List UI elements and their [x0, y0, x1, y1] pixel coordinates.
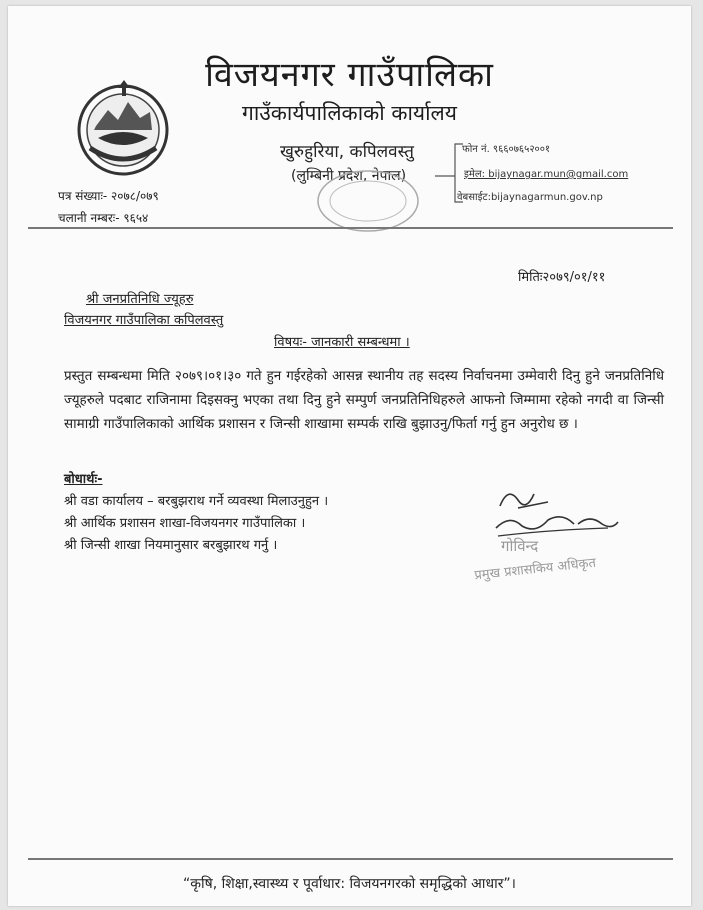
cc-title: बोधार्थः-	[64, 472, 103, 487]
address-line-1: खुरुहुरिया, कपिलवस्तु	[280, 142, 414, 162]
phone-number: फोन नं. ९६६०७६५२००१	[462, 144, 551, 155]
cc-item: श्री वडा कार्यालय – बरबुझराथ गर्ने व्यवस्था मिलाउनुहुन ।	[64, 494, 329, 509]
dispatch-number: चलानी नम्बरः- ९६५४	[58, 211, 149, 225]
footer-slogan: “कृषि, शिक्षा,स्वास्थ्य र पूर्वाधार: विजयनगरको समृद्धिको आधार”।	[183, 876, 516, 892]
addressee-line-1: श्री जनप्रतिनिधि ज्यूहरु	[86, 292, 194, 307]
header-divider	[28, 227, 673, 229]
office-title: विजयनगर गाउँपालिका	[205, 55, 494, 95]
reference-number: पत्र संख्याः- २०७८/०७९	[58, 189, 159, 203]
cc-item: श्री जिन्सी शाखा नियमानुसार बरबुझारथ गर्नु ।	[64, 538, 278, 553]
office-stamp-icon	[308, 166, 428, 236]
letter-body: प्रस्तुत सम्बन्धमा मिति २०७९।०१।३० गते हुन गईरहेको आसन्न स्थानीय तह सदस्य निर्वाचनमा उम्मेवारी दिनु हुने जनप्रतिनिधि ज्यूहरुले पदबाट राजिनामा दिइसक्नु भएका तथा दिनु हुने सम्पुर्ण जनप्रतिनिधिहरुले आफनो जिम्मामा रहेको नगदी वा जिन्सी सामाग्री गाउँपालिकाको आर्थिक प्रशासन र जिन्सी शाखामा सम्पर्क राखि बुझाउनु/फिर्ता गर्नु हुन अनुरोध छ ।	[64, 368, 664, 432]
addressee-line-2: विजयनगर गाउँपालिका कपिलवस्तु	[64, 313, 224, 328]
letter-subject: विषयः- जानकारी सम्बन्धमा ।	[274, 335, 410, 350]
cc-item: श्री आर्थिक प्रशासन शाखा-विजयनगर गाउँपालिका ।	[64, 516, 306, 531]
footer-divider	[28, 858, 673, 860]
address-line-2: (लुम्बिनी प्रदेश, नेपाल)	[291, 168, 407, 184]
letter-page	[8, 6, 691, 906]
letter-date: मितिः२०७९/०१/११	[518, 270, 606, 285]
signatory-designation: प्रमुख प्रशासकिय अधिकृत	[473, 555, 597, 584]
email-address: इमेल: bijaynagar.mun@gmail.com	[464, 169, 629, 180]
signatory-name: गोविन्द	[501, 537, 539, 555]
website-address: वेबसाईट:bijaynagarmun.gov.np	[457, 192, 603, 203]
office-subtitle: गाउँकार्यपालिकाको कार्यालय	[242, 101, 457, 125]
